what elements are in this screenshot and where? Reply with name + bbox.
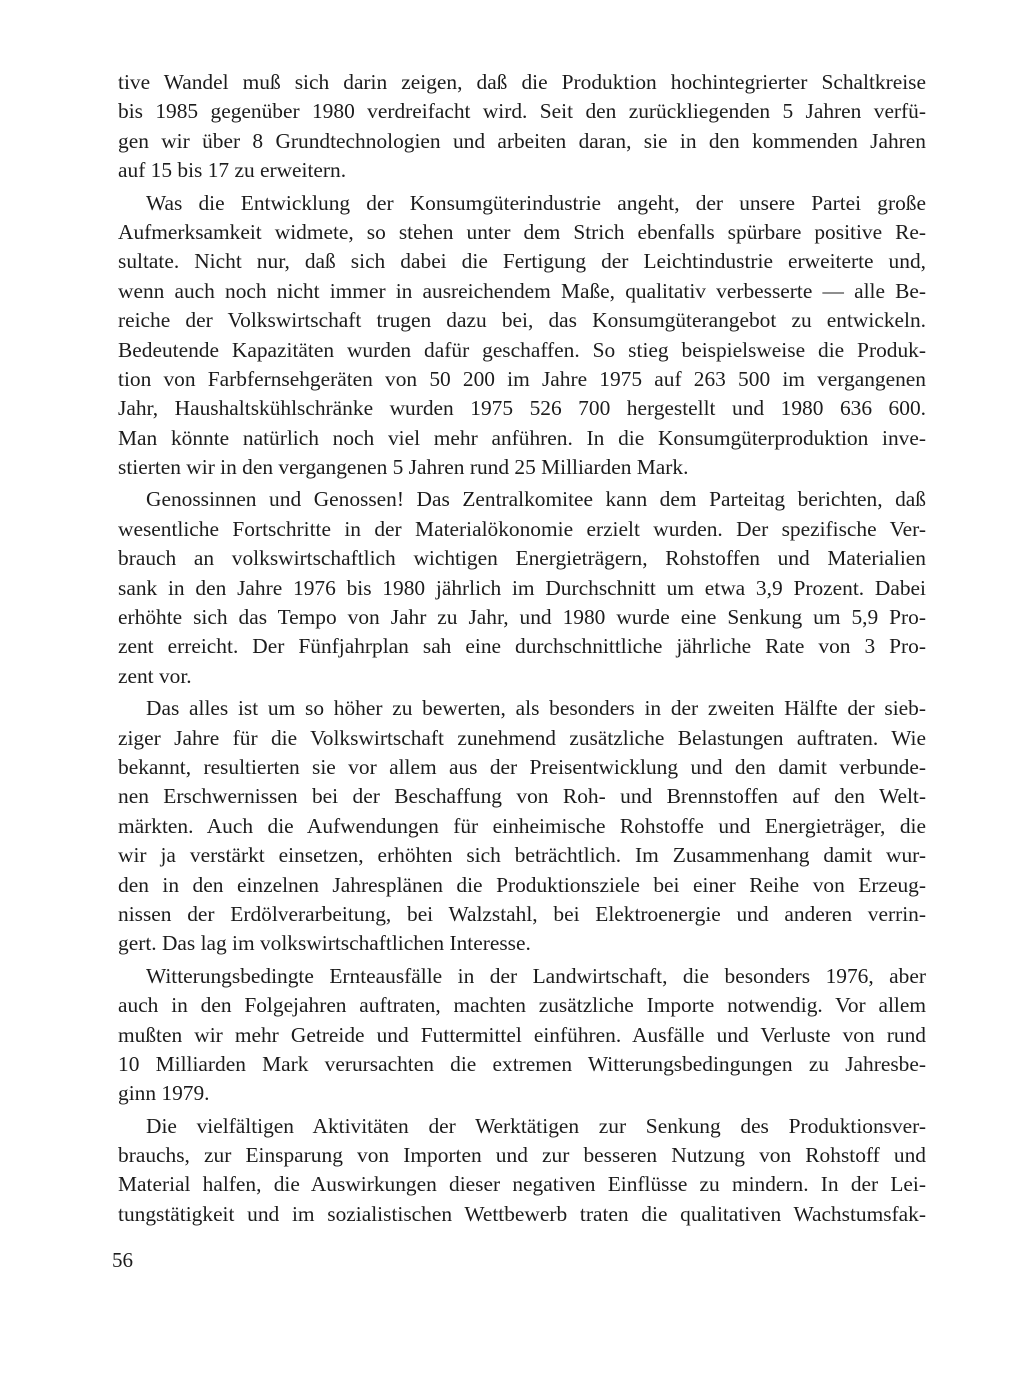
text-line: auf 15 bis 17 zu erweitern. bbox=[118, 158, 347, 183]
page-number: 56 bbox=[112, 1248, 133, 1272]
text-line: gert. Das lag im volkswirtschaftlichen Interesse. bbox=[118, 931, 531, 956]
text-line: Genossinnen und Genossen! Das Zentralkomitee kann dem Parteitag berichten, daß bbox=[146, 487, 926, 512]
text-line: wesentliche Fortschritte in der Materialökonomie erzielt wurden. Der spezifische Ver- bbox=[118, 516, 926, 541]
paragraph bbox=[118, 1112, 926, 1230]
paragraph bbox=[118, 189, 926, 483]
text-line: erhöhte sich das Tempo von Jahr zu Jahr, und 1980 wurde eine Senkung um 5,9 Pro- bbox=[118, 605, 926, 630]
text-line: Die vielfältigen Aktivitäten der Werktätigen zur Senkung des Produktionsver- bbox=[146, 1113, 926, 1138]
text-line: auch in den Folgejahren auftraten, machten zusätzliche Importe notwendig. Vor allem bbox=[118, 993, 926, 1018]
text-line: brauchs, zur Einsparung von Importen und zur besseren Nutzung von Rohstoff und bbox=[118, 1143, 926, 1168]
text-line: nen Erschwernissen bei der Beschaffung von Roh- und Brennstoffen auf den Welt- bbox=[118, 784, 926, 809]
text-line: Material halfen, die Auswirkungen dieser negativen Einflüsse zu mindern. In der Lei- bbox=[118, 1172, 926, 1197]
text-line: märkten. Auch die Aufwendungen für einheimische Rohstoffe und Energieträger, die bbox=[118, 813, 926, 838]
text-line: Witterungsbedingte Ernteausfälle in der Landwirtschaft, die besonders 1976, aber bbox=[146, 963, 926, 988]
text-line: stierten wir in den vergangenen 5 Jahren rund 25 Milliarden Mark. bbox=[118, 455, 689, 480]
text-line: wir ja verstärkt einsetzen, erhöhten sich beträchtlich. Im Zusammenhang damit wur- bbox=[118, 843, 926, 868]
paragraph bbox=[118, 68, 926, 186]
text-line: mußten wir mehr Getreide und Futtermittel einführen. Ausfälle und Verluste von rund bbox=[118, 1022, 926, 1047]
text-line: bis 1985 gegenüber 1980 verdreifacht wird. Seit den zurückliegenden 5 Jahren verfü- bbox=[118, 99, 926, 124]
text-line: Bedeutende Kapazitäten wurden dafür geschaffen. So stieg beispielsweise die Produk- bbox=[118, 337, 926, 362]
text-line: tungstätigkeit und im sozialistischen Wettbewerb traten die qualitativen Wachstumsfak- bbox=[118, 1201, 926, 1226]
body-text bbox=[118, 68, 926, 1229]
text-line: Man könnte natürlich noch viel mehr anführen. In die Konsumgüterproduktion inve- bbox=[118, 425, 926, 450]
text-line: sank in den Jahre 1976 bis 1980 jährlich im Durchschnitt um etwa 3,9 Prozent. Dabei bbox=[118, 575, 926, 600]
paragraph bbox=[118, 694, 926, 959]
text-line: den in den einzelnen Jahresplänen die Produktionsziele bei einer Reihe von Erzeug- bbox=[118, 872, 926, 897]
text-line: nissen der Erdölverarbeitung, bei Walzstahl, bei Elektroenergie und anderen verrin- bbox=[118, 901, 926, 926]
text-line: Das alles ist um so höher zu bewerten, als besonders in der zweiten Hälfte der sieb- bbox=[146, 696, 926, 721]
text-line: sultate. Nicht nur, daß sich dabei die Fertigung der Leichtindustrie erweiterte und, bbox=[118, 249, 926, 274]
text-line: reiche der Volkswirtschaft trugen dazu bei, das Konsumgüterangebot zu entwickeln. bbox=[118, 308, 926, 333]
text-line: Was die Entwicklung der Konsumgüterindustrie angeht, der unsere Partei große bbox=[146, 190, 926, 215]
text-line: Jahr, Haushaltskühlschränke wurden 1975 526 700 hergestellt und 1980 636 600. bbox=[118, 396, 926, 421]
text-line: tion von Farbfernsehgeräten von 50 200 im Jahre 1975 auf 263 500 im vergangenen bbox=[118, 366, 926, 391]
text-line: zent vor. bbox=[118, 663, 192, 688]
text-line: tive Wandel muß sich darin zeigen, daß die Produktion hochintegrierter Schaltkreise bbox=[118, 70, 926, 94]
paragraph bbox=[118, 485, 926, 691]
text-line: wenn auch noch nicht immer in ausreichendem Maße, qualitativ verbesserte — alle Be- bbox=[118, 278, 926, 303]
text-line: Aufmerksamkeit widmete, so stehen unter dem Strich ebenfalls spürbare positive Re- bbox=[118, 219, 926, 244]
text-line: ginn 1979. bbox=[118, 1081, 210, 1106]
text-line: ziger Jahre für die Volkswirtschaft zunehmend zusätzliche Belastungen auftraten. Wie bbox=[118, 725, 926, 750]
text-line: brauch an volkswirtschaftlich wichtigen Energieträgern, Rohstoffen und Materialien bbox=[118, 546, 926, 571]
text-line: bekannt, resultierten sie vor allem aus der Preisentwicklung und den damit verbunde- bbox=[118, 754, 926, 779]
text-line: gen wir über 8 Grundtechnologien und arbeiten daran, sie in den kommenden Jahren bbox=[118, 128, 926, 153]
paragraph bbox=[118, 962, 926, 1109]
text-line: zent erreicht. Der Fünfjahrplan sah eine durchschnittliche jährliche Rate von 3 Pro- bbox=[118, 634, 926, 659]
text-line: 10 Milliarden Mark verursachten die extremen Witterungsbedingungen zu Jahresbe- bbox=[118, 1051, 926, 1076]
